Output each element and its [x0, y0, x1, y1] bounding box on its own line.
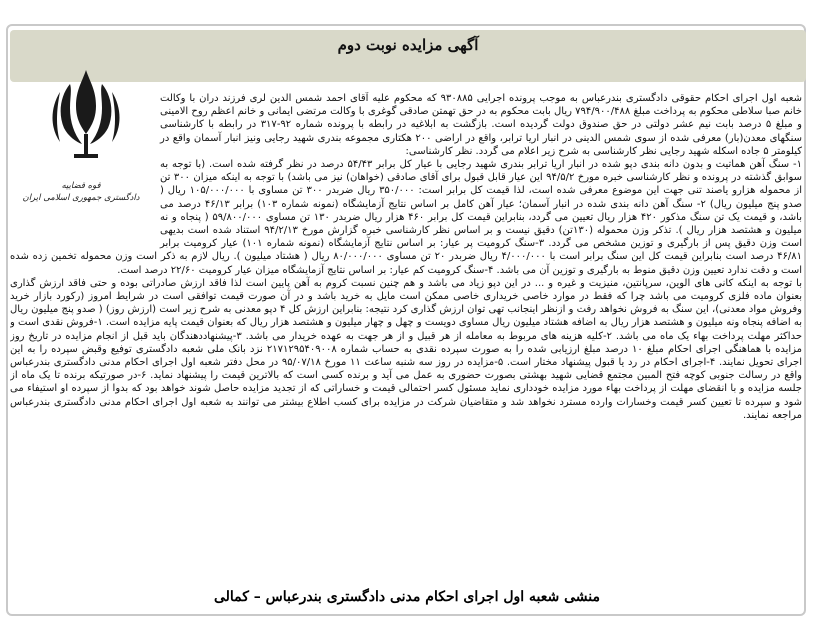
notice-title: آگهی مزایده نوبت دوم [337, 36, 479, 54]
emblem-caption-text: قوه قضاییه دادگستری جمهوری اسلامی ایران [22, 181, 140, 203]
notice-paragraph-1: شعبه اول اجرای احکام حقوقی دادگستری بندرعباس به موجب پرونده اجرایی ۹۳۰۸۸۵ که محکوم علیه آقای احمد شمس الدین لری فرزند دران با وکالت خانم صبا سلاطی محکوم به پرداخت مبلغ ۷۹۴/۹۰۰/۴۸۸ ریال بابت محکوم به در حق تهمتن صادقی گوغری با وکالت مرتضی ایمانی و خانم اعظم روح الامینی و مبلغ ۵ درصد بابت نیم عشر دولتی در حق صندوق دولت گردیده است. بازگشت به ابلاغیه در رابطه با پرونده شماره ۹۲-۳۱۷ در رابطه با کارشناسی سنگهای معدن(بار) معرفی شده از سوی شمس الدینی در انبار اریا ترابر، واقع در اراضی ۲۰۰ هکتاری مجموعه بندری شهید رجایی ونیز انبار آسمان واقع در کیلومتر ۵ جاده اسکله شهید رجایی نظر کارشناسی به شرح زیر اعلام می گردد. نظر کارشناسی: [160, 93, 802, 157]
notice-paragraph-2: ۱- سنگ آهن هماتیت و بدون دانه بندی دپو شده در انبار اریا ترابر بندری شهید رجایی با عیار کل برابر ۵۴/۴۳ درصد در نظر گرفته شده است. (با توجه به سوابق گذشته در پرونده و نظر کارشناسی خبره مورخ ۹۴/۵/۲ این عیار قابل قبول برای آقای صادقی (خواهان) نیز می باشد) با توجه به اینکه میزان ۳۰۰ تن از محموله هزارو یاصند تنی جهت این موضوع معرفی شده است، لذا قیمت کل برابر است: ۳۵۰/۰۰۰ ریال ضربدر ۳۰۰ تن مساوی با ۱۰۵/۰۰۰/۰۰۰ ریال ( صدو پنج میلیون ریال) ۲- سنگ آهن دانه بندی شده در انبار آسمان؛ عیار آهن کامل بر اساس نتایج آزمایشگاه (نمونه شماره ۱۰۳) برابر ۴۶/۱۳ درصد می باشد، و قیمت یک تن سنگ مذکور ۴۲۰ هزار ریال تعیین می گردد، بنابراین قیمت کل برابر ۴۶۰ هزار ریال ضربدر ۱۳۰ تن مساوی ۵۹/۸۰۰/۰۰۰ ( پنجاه و نه میلیون و هشتصد هزار ریال ). تذکر وزن محموله (۱۳۰تن) دقیق نیست و بر اساس نظر کارشناسی خبره گزارش مورخ ۹۴/۲/۱۳ استناد شده است بدیهی است وزن دقیق پس از بارگیری و توزین مشخص می گردد. ۳-سنگ کرومیت پر عیار: بر اساس نتایج آزمایشگاه (نمونه شماره ۱۰۱) عیار کرومیت برابر ۴۶/۸۱ درصد است بنابراین قیمت کل این سنگ برابر است با ۴/۰۰۰/۰۰۰ ریال ضربدر ۲۰ تن مساوی ۸۰/۰۰۰/۰۰۰ ریال ( هشتاد میلیون ). ریال لازم به ذکر است وزن محموله تخمین زده شده است و دقت ندارد تعیین وزن دقیق منوط به بارگیری و توزین آن می باشد. ۴-سنگ کرومیت کم عیار: بر اساس نتایج آزمایشگاه میزان عیار کرومیت ۲۲/۶۰ درصد است. [10, 159, 802, 276]
signature-line: منشی شعبه اول اجرای احکام مدنی دادگستری بندرعباس – کمالی [213, 589, 601, 605]
notice-paragraph-3: با توجه به اینکه کانی های الوین، سرپانتین، منیزیت و غیره و ... در این دپو زیاد می باشد و هم چنین نسبت کروم به آهن پایین است لذا فاقد ارزش صادراتی بوده و حتی فاقد ارزش گذاری بعنوان ماده فلزی کرومیت می باشد چرا که فقط در موارد خاصی خریداری خاصی ممکن است مایل به خرید باشد و در آن صورت قیمت توافقی است در شرایط امروز (رکورد بازار خرید وفروش مواد معدنی)، این سنگ به فروش نخواهد رفت و ازنظر اینجانب تهی توان ارزش گذاری کرد نتیجه: بنابراین ارزش کل ۴ دپو معدنی به شرح زیر است (ارزش روز) ( صدو پنج میلیون ریال به اضافه پنجاه ونه میلیون و هشتصد هزار ریال به اضافه هشتاد میلیون ریال مساوی دویست و چهل و چهار میلیون و هشتصد هزار ریال که بعنوان قیمت پایه مزایده است. ۱-فروش نقدی است و حداکثر مهلت پرداخت بهاء یک ماه می باشد. ۲-کلیه هزینه های مربوط به معامله از هر قبیل و از هر جهت به عهده خریدار می باشد. ۳-پیشنهاددهندگان باید قبل از انجام مزایده در تاریخ روز مزایده با هماهنگی اجرای احکام مبلغ ۱۰ درصد مبلغ ارزیابی شده را به صورت سپرده نقدی به حساب شماره ۲۱۷۱۲۹۵۴۰۹۰۰۸ نزد بانک ملی شعبه دادگستری توفیع وقبض سپرده را به این اجرای تحویل نمایند. ۴-اجرای احکام در رد یا قبول پیشنهاد مختار است. ۵-مزایده در روز سه شنبه ساعت ۱۱ مورخ ۹۵/۰۷/۱۸ در محل دفتر شعبه اول اجرای احکام مدنی دادگستری بندرعباس واقع در رسالت جنوبی کوچه فتح المبین مجتمع قضایی شهید بهشتی بصورت حضوری به عمل می آید و برنده کسی است که بالاترین قیمت را پیشنهاد نماید. ۶-در صورتیکه برنده تا یک ماه از جلسه مزایده و با انقضای مهلت از پرداخت بهاء مورد مزایده خودداری نماید مسئول کسر احتمالی قیمت و خساراتی که از تجدید مزایده حاصل شوند خواهد بود که بدوا از سپرده او استیفاء می شود و سپرده تا تعیین کسر قیمت وخسارات وارده مسترد نخواهد شد و متقاضیان شرکت در مزایده برای کسب اطلاع بیشتر می توانند به شعبه اول اجرای احکام مدنی دادگستری بندرعباس مراجعه نمایند. [10, 277, 802, 421]
notice-body [10, 92, 802, 572]
title-banner [10, 30, 806, 82]
